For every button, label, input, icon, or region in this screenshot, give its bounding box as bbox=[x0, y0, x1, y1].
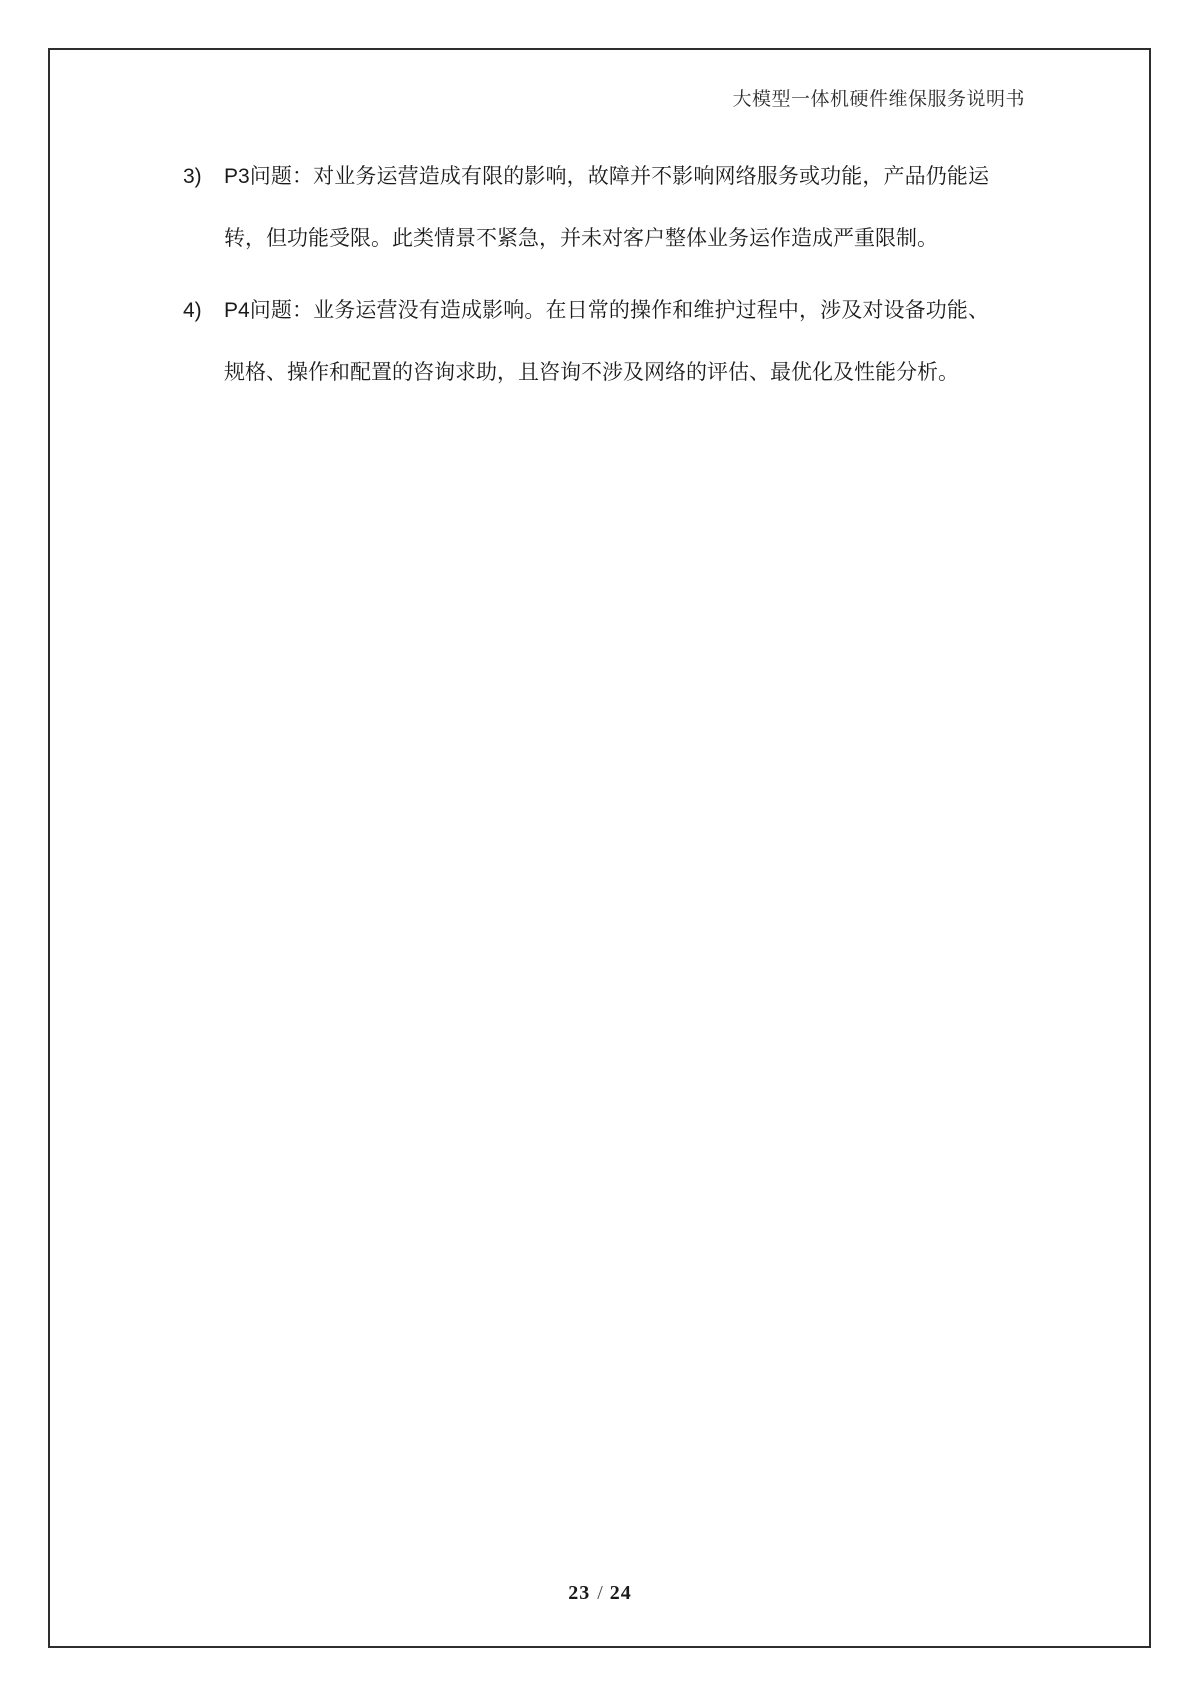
list-item-marker: 3) bbox=[183, 165, 202, 188]
document-header-title: 大模型一体机硬件维保服务说明书 bbox=[732, 89, 1025, 110]
list-item-marker: 4) bbox=[183, 299, 202, 322]
list-item bbox=[183, 146, 989, 270]
page-number-total: 24 bbox=[609, 1582, 632, 1604]
page-number-current: 23 bbox=[568, 1582, 591, 1604]
page-number-separator: / bbox=[597, 1582, 603, 1604]
list-item-text: P4问题：业务运营没有造成影响。在日常的操作和维护过程中，涉及对设备功能、规格、操作和配置的咨询求助，且咨询不涉及网络的评估、最优化及性能分析。 bbox=[224, 299, 989, 384]
list-item-text: P3问题：对业务运营造成有限的影响，故障并不影响网络服务或功能，产品仍能运转，但功能受限。此类情景不紧急，并未对客户整体业务运作造成严重限制。 bbox=[224, 165, 989, 250]
list-item bbox=[183, 280, 989, 404]
numbered-list bbox=[183, 146, 989, 414]
page-footer bbox=[0, 1582, 1200, 1605]
